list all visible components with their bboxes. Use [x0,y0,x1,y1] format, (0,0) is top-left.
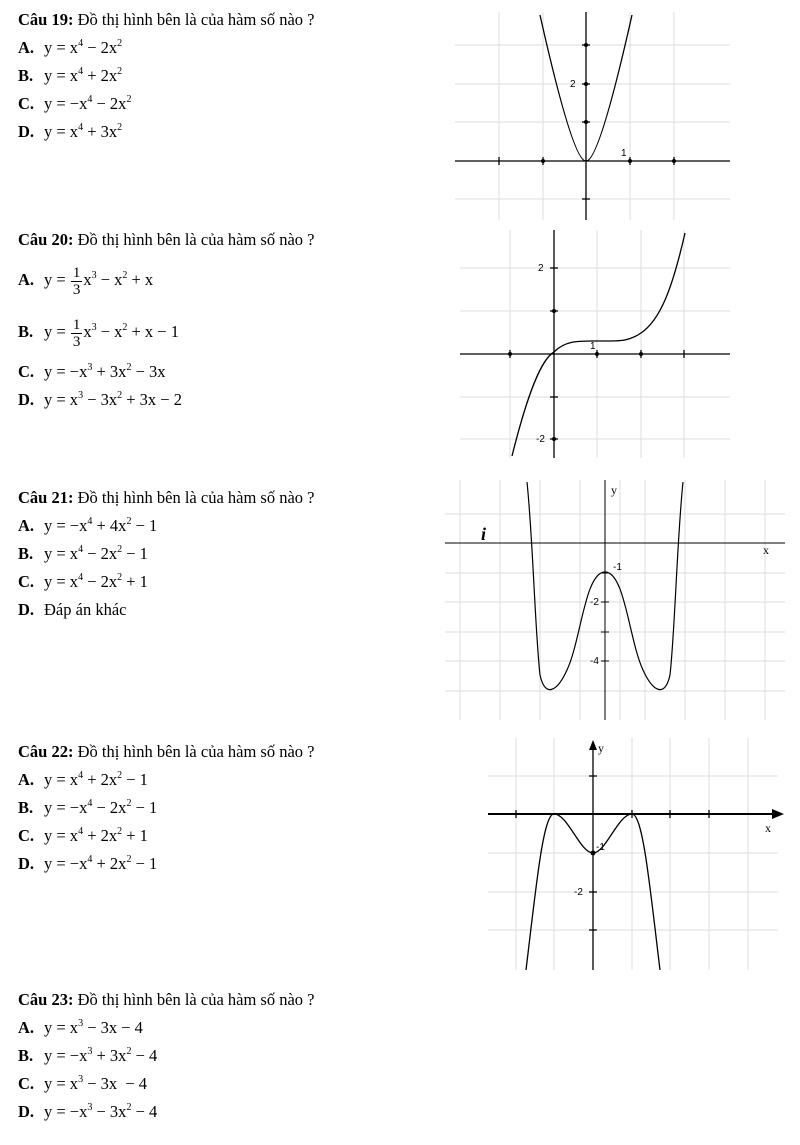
option-d[interactable]: D. $y = -x^3 - 3x^2 - 4$ [18,1102,158,1121]
option-c[interactable]: C. $y = x^3 - 3x - 4$ [18,1074,148,1093]
option-d[interactable]: D. $y = x^4 + 3x^2$ [18,122,123,141]
question-title: Câu 21: Đồ thị hình bên là của hàm số nào ? [18,488,315,507]
tick-label-y: 2 [538,263,544,274]
grid-lines [455,12,730,220]
graph-20 [460,230,730,458]
option-b[interactable]: B. $y = x^4 + 2x^2$ [18,66,123,85]
tick-label-x: 1 [621,148,627,159]
fraction: $\frac{1}{3}$ [72,316,81,350]
grid-lines [488,738,778,970]
question-23 [18,990,438,1126]
tick-label-y: -2 [590,597,599,608]
option-a[interactable]: A. $y = -x^4 + 4x^2 - 1$ [18,516,158,535]
axis-label-y: y [611,483,617,497]
x-axis-arrow [772,809,784,819]
option-c[interactable]: C. $y = x^4 + 2x^2 + 1$ [18,826,148,845]
tick-label-y: -4 [590,656,599,667]
tick-label-y: -2 [536,434,545,445]
option-b[interactable]: B. $y = -x^4 - 2x^2 - 1$ [18,798,158,817]
fraction: $\frac{1}{3}$ [72,264,81,298]
option-c[interactable]: C. $y = -x^4 - 2x^2$ [18,94,132,113]
graph-19 [455,12,730,220]
question-22 [18,742,438,878]
question-title: Câu 23: Đồ thị hình bên là của hàm số nào ? [18,990,315,1009]
axis-label-x: x [765,821,771,835]
question-title: Câu 22: Đồ thị hình bên là của hàm số nào ? [18,742,315,761]
option-b[interactable]: B. $y = -x^3 + 3x^2 - 4$ [18,1046,158,1065]
tick-label-y: -1 [596,842,605,853]
stray-mark: i [481,524,487,544]
question-20 [18,230,438,414]
option-d[interactable]: D. Đáp án khác [18,600,127,619]
graph-22 [488,738,788,970]
question-title: Câu 19: Đồ thị hình bên là của hàm số nào ? [18,10,315,29]
tick-label-y: 2 [570,79,576,90]
option-c[interactable]: C. $y = x^4 - 2x^2 + 1$ [18,572,148,591]
tick-label-x: 1 [590,341,596,352]
tick-label-y: -2 [574,887,583,898]
option-c[interactable]: C. $y = -x^3 + 3x^2 - 3x$ [18,362,166,381]
grid-lines [445,480,785,720]
question-19 [18,10,438,146]
axis-label-x: x [763,543,769,557]
option-b[interactable]: B. y = $\frac{1}{3}$ $x^3 - x^2 + x - 1$ [18,316,179,350]
tick-label-y: -1 [613,562,622,573]
option-d[interactable]: D. $y = -x^4 + 2x^2 - 1$ [18,854,158,873]
option-d[interactable]: D. $y = x^3 - 3x^2 + 3x - 2$ [18,390,182,409]
option-b[interactable]: B. $y = x^4 - 2x^2 - 1$ [18,544,148,563]
option-a[interactable]: A. y = $\frac{1}{3}$ $x^3 - x^2 + x$ [18,264,154,298]
axis-label-y: y [598,741,604,755]
option-a[interactable]: A. $y = x^4 + 2x^2 - 1$ [18,770,148,789]
option-a[interactable]: A. $y = x^3 - 3x - 4$ [18,1018,143,1037]
question-21 [18,488,438,624]
y-axis-arrow [589,740,597,750]
question-title: Câu 20: Đồ thị hình bên là của hàm số nào ? [18,230,315,249]
graph-21 [445,480,785,720]
option-a[interactable]: A. $y = x^4 - 2x^2$ [18,38,123,57]
axis-dots [508,309,643,441]
